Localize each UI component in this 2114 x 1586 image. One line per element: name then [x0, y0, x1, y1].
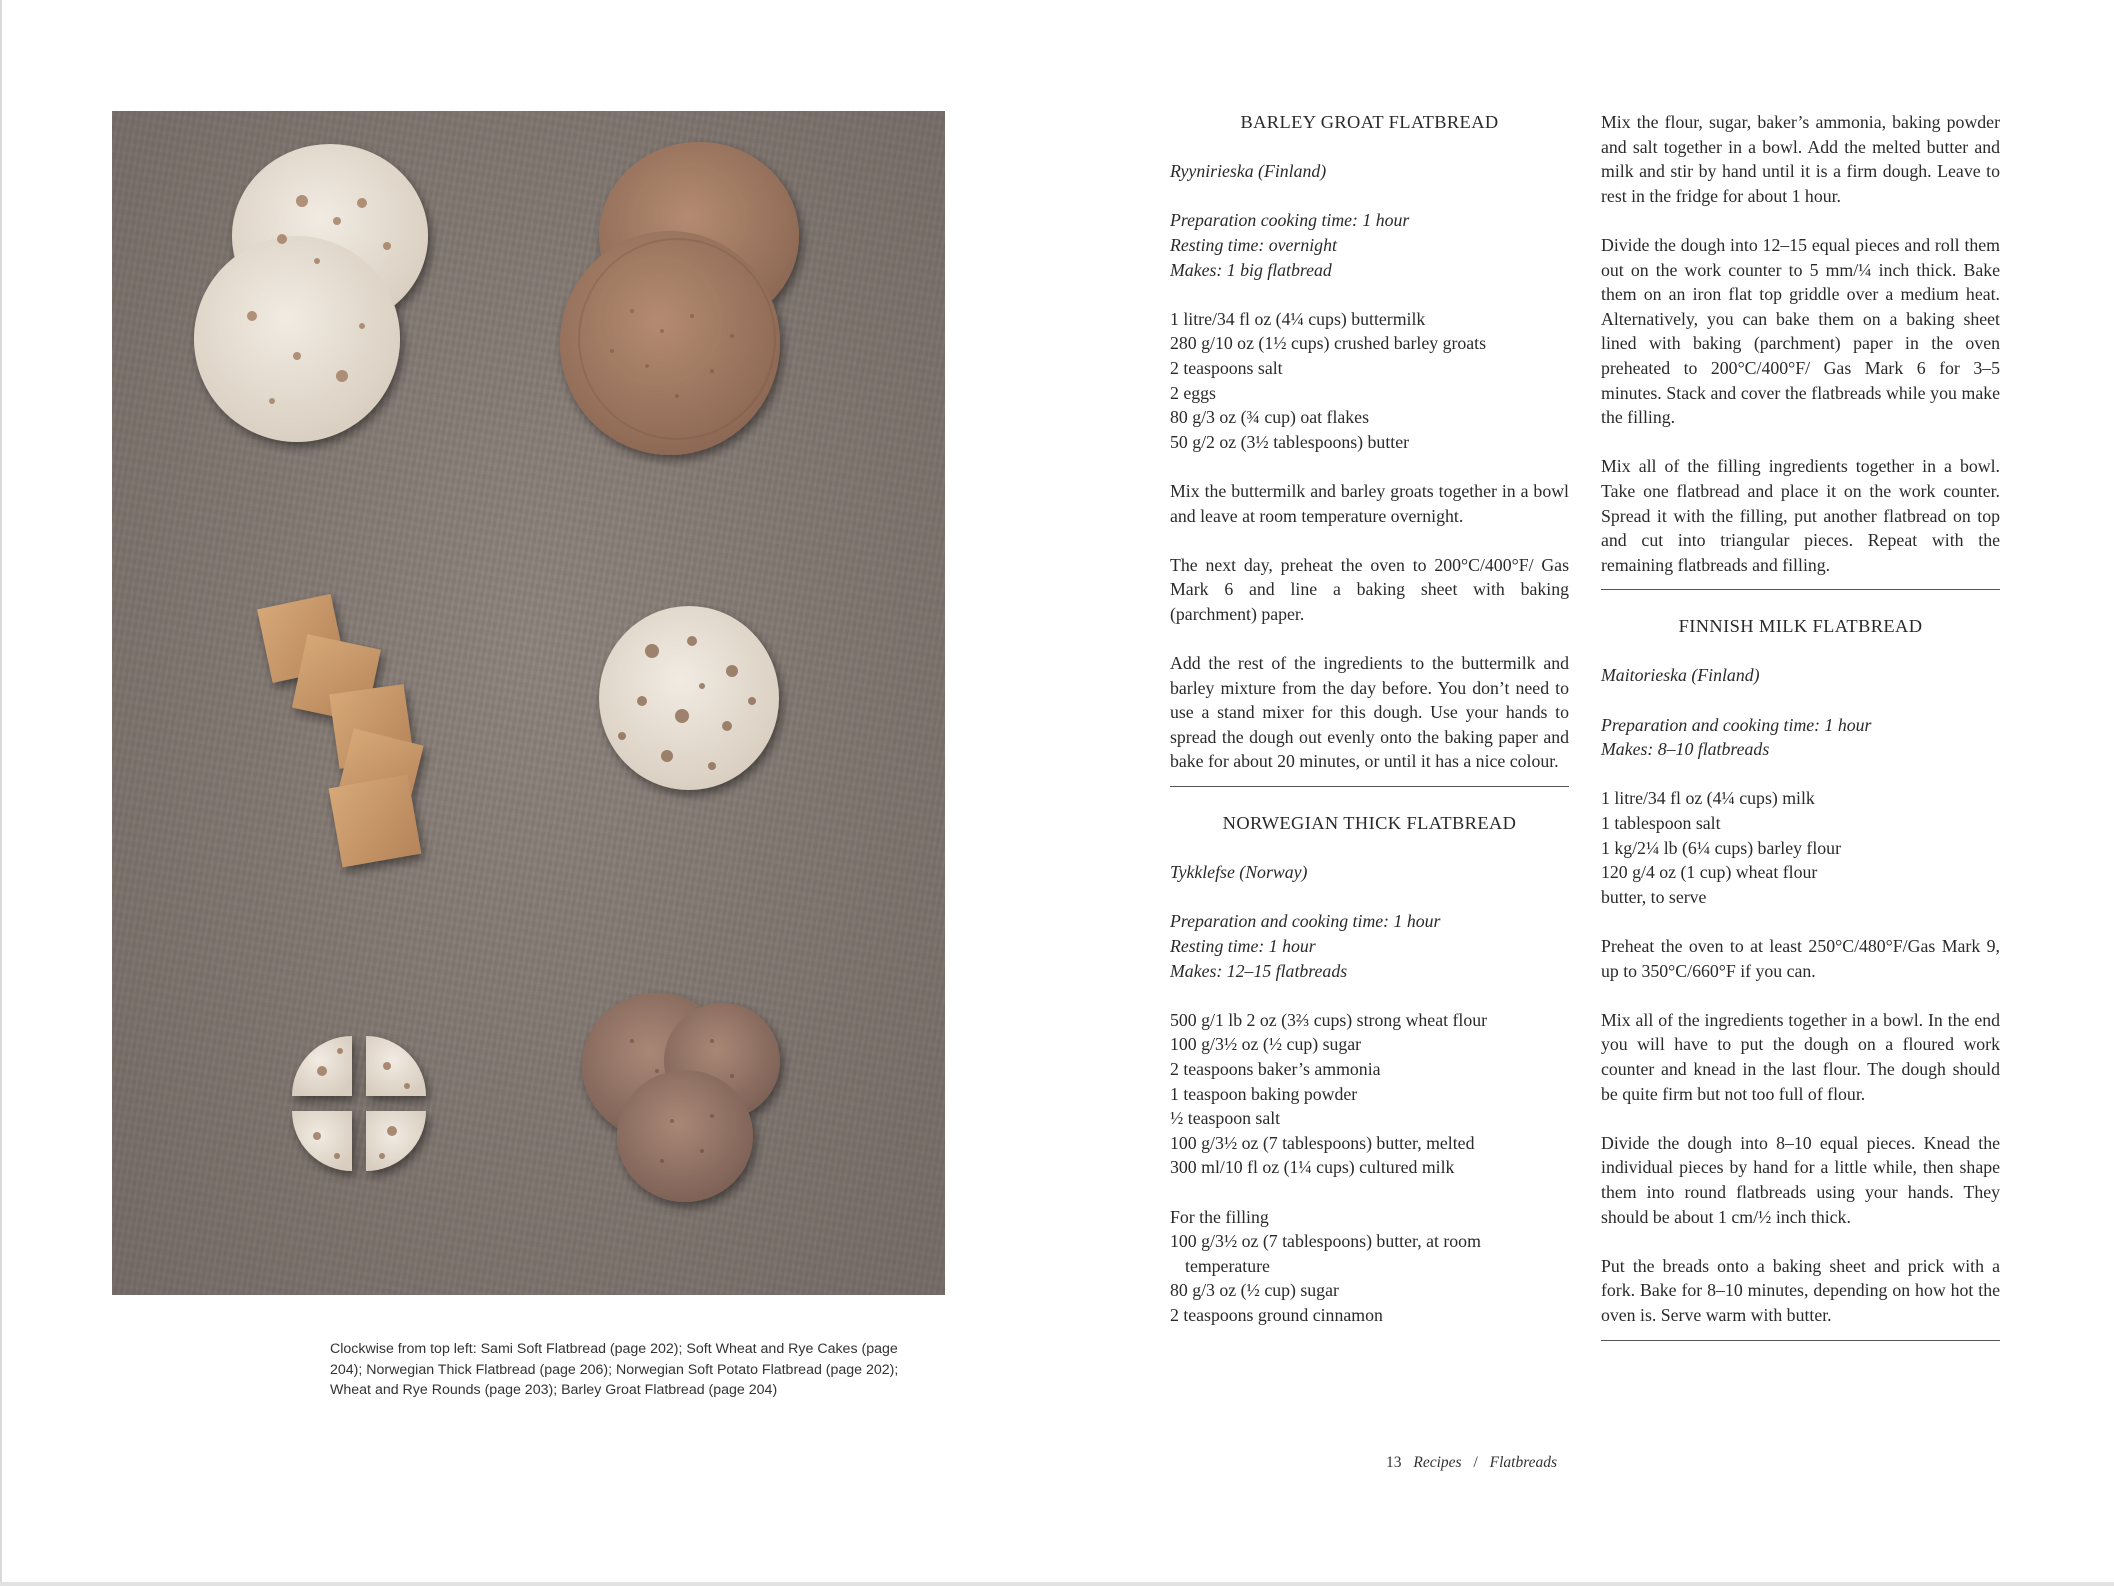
ingredient-item: 100 g/3½ oz (7 tablespoons) butter, at room temperature [1170, 1231, 1481, 1276]
method-step: Divide the dough into 8–10 equal pieces. Knead the individual pieces by hand for a little while, then shape them into round flatbreads using your hands. They should be about 1 cm/½ inch thick. [1601, 1132, 2000, 1227]
ingredient-item: 2 teaspoons salt [1170, 357, 1283, 378]
yield-norwegian: Makes: 12–15 flatbreads [1170, 960, 1348, 981]
ingredient-item: 50 g/2 oz (3½ tablespoons) butter [1170, 431, 1410, 452]
ingredient-item: ½ teaspoon salt [1170, 1108, 1281, 1129]
ingredient-item: 100 g/3½ oz (7 tablespoons) butter, melted [1170, 1132, 1475, 1153]
ingredient-item: 2 eggs [1170, 382, 1216, 403]
section-divider [1170, 786, 1569, 787]
norwegian-thick-flatbread [599, 606, 779, 790]
recipe-title-finnish: FINNISH MILK FLATBREAD [1678, 616, 1923, 637]
method-step: Mix all of the ingredients together in a bowl. In the end you will have to put the dough on a floured work counter and knead in the last flour. The dough should be quite firm but not too full of flour. [1601, 1009, 2000, 1104]
barley-groat-crackers [257, 594, 424, 867]
method-step: Divide the dough into 12–15 equal pieces and roll them out on the work counter to 5 mm/¼ inch thick. Bake them on an iron flat top griddle over a medium heat. Alternatively, you can bake them on a baking sheet lined with baking (parchment) paper in the oven preheated to 200°C/400°F/ Gas Mark 6 for 3–5 minutes. Stack and cover the flatbreads while you make the filling. [1601, 234, 2000, 428]
footer-section: Recipes [1413, 1454, 1462, 1471]
recipe-subtitle-barley: Ryynirieska (Finland) [1170, 161, 1327, 182]
footer-chapter: Flatbreads [1489, 1454, 1558, 1471]
method-step: Mix the flour, sugar, baker’s ammonia, baking powder and salt together in a bowl. Add the melted butter and milk and stir by hand until it is a firm dough. Leave to rest in the fridge for about 1 hour. [1601, 112, 2000, 206]
photo-caption: Clockwise from top left: Sami Soft Flatbread (page 202); Soft Wheat and Rye Cakes (page 204); Norwegian Thick Flatbread (page 206); Norwegian Soft Potato Flatbread (page 202); Wheat and Rye Rounds (page 203); Barley Groat Flatbread (page 204) [330, 1341, 899, 1398]
yield-finnish: Makes: 8–10 flatbreads [1601, 739, 1770, 760]
wheat-and-rye-rounds [582, 993, 780, 1202]
ingredient-item: 1 kg/2¼ lb (6¼ cups) barley flour [1601, 837, 1841, 858]
norwegian-soft-potato-flatbread [292, 1036, 426, 1171]
page-edge-bottom [0, 1582, 2114, 1586]
text-column-left [1170, 110, 1569, 1328]
soft-wheat-rye-cakes [560, 142, 799, 455]
ingredient-item: 280 g/10 oz (1½ cups) crushed barley groats [1170, 333, 1487, 354]
sami-soft-flatbread [194, 144, 428, 442]
ingredient-item: 80 g/3 oz (¾ cup) oat flakes [1170, 407, 1369, 428]
prep-time-norwegian: Preparation and cooking time: 1 hour [1170, 911, 1441, 932]
ingredient-item: 1 litre/34 fl oz (4¼ cups) milk [1601, 788, 1815, 809]
method-step: Mix the buttermilk and barley groats together in a bowl and leave at room temperature overnight. [1170, 480, 1569, 526]
method-step: Add the rest of the ingredients to the buttermilk and barley mixture from the day before. You don’t need to use a stand mixer for this dough. Use your hands to spread the dough out evenly onto the baking paper and bake for about 20 minutes, or until it has a nice colour. [1170, 653, 1569, 772]
yield-barley: Makes: 1 big flatbread [1170, 259, 1332, 280]
page-edge [0, 0, 2, 1586]
ingredient-item: 1 teaspoon baking powder [1170, 1083, 1358, 1104]
ingredient-list-finnish [1601, 786, 2000, 909]
ingredient-item: 100 g/3½ oz (½ cup) sugar [1170, 1034, 1362, 1055]
ingredient-item: 1 tablespoon salt [1601, 813, 1721, 834]
recipe-subtitle-norwegian: Tykklefse (Norway) [1170, 862, 1308, 883]
ingredient-list-barley [1170, 307, 1569, 455]
resting-time-barley: Resting time: overnight [1170, 234, 1337, 255]
recipe-subtitle-finnish: Maitorieska (Finland) [1601, 665, 1760, 686]
section-divider [1601, 1340, 2000, 1341]
recipe-title-barley: BARLEY GROAT FLATBREAD [1240, 112, 1499, 132]
ingredient-item: 1 litre/34 fl oz (4¼ cups) buttermilk [1170, 308, 1426, 329]
section-divider [1601, 589, 2000, 590]
text-column-right [1601, 110, 2000, 1353]
recipe-title-norwegian: NORWEGIAN THICK FLATBREAD [1222, 813, 1517, 834]
filling-label: For the filling [1170, 1206, 1269, 1227]
filling-list [1170, 1229, 1569, 1327]
method-step: Put the breads onto a baking sheet and prick with a fork. Bake for 8–10 minutes, depending on how hot the oven is. Serve warm with butter. [1601, 1255, 2000, 1325]
ingredient-item: 120 g/4 oz (1 cup) wheat flour [1601, 862, 1818, 883]
prep-time-finnish: Preparation and cooking time: 1 hour [1601, 714, 1872, 735]
ingredient-item: 2 teaspoons ground cinnamon [1170, 1304, 1383, 1325]
page-number: 13 [1386, 1454, 1402, 1471]
footer-separator: / [1473, 1454, 1478, 1471]
method-step: Mix all of the filling ingredients together in a bowl. Take one flatbread and place it on the work counter. Spread it with the filling, put another flatbread on top and cut into triangular pieces. Repeat with the remaining flatbreads and filling. [1601, 456, 2000, 575]
prep-time-barley: Preparation cooking time: 1 hour [1170, 210, 1410, 231]
ingredient-list-norwegian [1170, 1008, 1569, 1180]
method-step: Preheat the oven to at least 250°C/480°F/Gas Mark 9, up to 350°C/660°F if you can. [1601, 936, 2000, 981]
resting-time-norwegian: Resting time: 1 hour [1170, 936, 1316, 956]
flatbread-photo [112, 111, 945, 1295]
page-footer [1386, 1454, 1565, 1472]
ingredient-item: 80 g/3 oz (½ cup) sugar [1170, 1280, 1339, 1301]
ingredient-item: butter, to serve [1601, 886, 1707, 907]
ingredient-item: 500 g/1 lb 2 oz (3⅔ cups) strong wheat flour [1170, 1009, 1488, 1030]
ingredient-item: 300 ml/10 fl oz (1¼ cups) cultured milk [1170, 1157, 1455, 1178]
method-step: The next day, preheat the oven to 200°C/400°F/ Gas Mark 6 and line a baking sheet with baking (parchment) paper. [1170, 554, 1569, 624]
ingredient-item: 2 teaspoons baker’s ammonia [1170, 1058, 1381, 1079]
